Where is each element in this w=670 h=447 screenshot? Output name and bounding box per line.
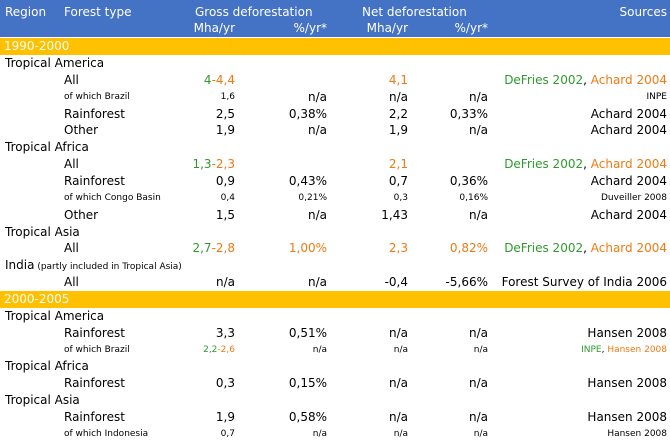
forest-type: of which Congo Basin [64, 193, 161, 203]
gross-pct: n/a [307, 208, 327, 222]
net-mha: 2,2 [388, 107, 408, 121]
gross-mha: 1,5 [215, 208, 235, 222]
source-sep: , [601, 345, 608, 355]
gross-high: 4,4 [215, 73, 235, 87]
gross-mha: 3,3 [215, 326, 235, 340]
source [504, 240, 667, 257]
gross-low: 4 [203, 73, 212, 87]
source: Achard 2004 [590, 208, 667, 222]
net-mha: 1,43 [381, 208, 408, 222]
gross-mha: 1,6 [220, 92, 235, 102]
net-mha: n/a [388, 376, 408, 390]
forest-type: All [64, 73, 79, 87]
table-row [0, 207, 670, 224]
forest-type: Rainforest [64, 376, 125, 390]
source [581, 342, 667, 359]
region-row [0, 358, 670, 375]
forest-type: All [64, 275, 79, 289]
range-dash: - [217, 345, 221, 355]
gross-low: 2,2 [203, 345, 218, 355]
table-row [0, 375, 670, 392]
gross-pct: n/a [307, 90, 327, 104]
net-mha: n/a [388, 410, 408, 424]
region-row [0, 55, 670, 72]
header-net: Net deforestation [362, 5, 467, 19]
gross-mha: 0,7 [220, 429, 235, 439]
table-row [0, 156, 670, 173]
gross-low: 1,3 [192, 157, 212, 171]
source-b: Achard 2004 [590, 241, 667, 255]
header-unit-gross-pct: %/yr* [293, 21, 327, 35]
gross-mha: 0,4 [220, 193, 235, 203]
region-note: (partly included in Tropical Asia) [34, 262, 182, 272]
region-row [0, 308, 670, 325]
source [504, 156, 667, 173]
source: Hansen 2008 [607, 429, 667, 439]
net-mha: n/a [388, 90, 408, 104]
net-pct: 0,33% [449, 107, 488, 121]
gross-pct: n/a [307, 123, 327, 137]
gross-mha: 0,3 [215, 376, 235, 390]
region-row [0, 392, 670, 409]
table-row [0, 89, 670, 106]
net-mha: -0,4 [384, 275, 408, 289]
gross-mha: 0,9 [215, 174, 235, 188]
source: INPE [646, 92, 667, 102]
period-band [0, 291, 670, 308]
header-unit-net-mha: Mha/yr [366, 21, 408, 35]
region-label: Tropical America [5, 309, 105, 323]
forest-type: Other [64, 208, 99, 222]
region-label: Tropical America [5, 56, 105, 70]
region-row [0, 257, 670, 274]
gross-mha: 1,9 [215, 410, 235, 424]
gross-mha [190, 342, 235, 359]
gross-high: 2,3 [215, 157, 235, 171]
source-sep: , [583, 73, 591, 87]
net-pct: n/a [468, 123, 488, 137]
net-mha: 1,9 [388, 123, 408, 137]
table-row [0, 122, 670, 139]
region-row [0, 139, 670, 156]
gross-mha: n/a [215, 275, 235, 289]
gross-mha [190, 240, 235, 257]
net-mha: 2,1 [388, 157, 408, 171]
header-unit-net-pct: %/yr* [454, 21, 488, 35]
forest-type: of which Brazil [64, 345, 130, 355]
net-mha: 2,3 [388, 241, 408, 255]
net-pct: 0,36% [449, 174, 488, 188]
source: Forest Survey of India 2006 [501, 275, 667, 289]
gross-pct: 1,00% [288, 241, 327, 255]
forest-type: All [64, 241, 79, 255]
gross-pct: n/a [307, 275, 327, 289]
table-row [0, 426, 670, 443]
net-mha: 0,7 [388, 174, 408, 188]
table-row [0, 409, 670, 426]
forest-type: Other [64, 123, 99, 137]
forest-type: Rainforest [64, 326, 125, 340]
table-row [0, 106, 670, 123]
forest-type: Rainforest [64, 410, 125, 424]
range-dash: - [211, 157, 216, 171]
net-mha: 4,1 [388, 73, 408, 87]
region-label: Tropical Asia [5, 225, 80, 239]
source: Hansen 2008 [587, 410, 667, 424]
source: Achard 2004 [590, 107, 667, 121]
gross-mha [190, 156, 235, 173]
source-sep: , [583, 241, 591, 255]
forest-type: Rainforest [64, 174, 125, 188]
range-dash: - [211, 73, 216, 87]
source-a: DeFries 2002 [504, 157, 584, 171]
range-dash: - [211, 241, 216, 255]
net-mha: n/a [393, 345, 408, 355]
net-pct: n/a [468, 90, 488, 104]
header-region: Region [5, 5, 47, 19]
forest-type: All [64, 157, 79, 171]
table-row [0, 173, 670, 190]
source: Achard 2004 [590, 174, 667, 188]
gross-pct: n/a [312, 429, 327, 439]
net-pct: 0,16% [459, 193, 488, 203]
source-a: DeFries 2002 [504, 73, 584, 87]
header-sources: Sources [619, 5, 667, 19]
net-pct: n/a [473, 345, 488, 355]
net-pct: n/a [468, 326, 488, 340]
net-mha: 0,3 [393, 193, 408, 203]
table-row [0, 325, 670, 342]
gross-pct: 0,15% [288, 376, 327, 390]
gross-pct: 0,38% [288, 107, 327, 121]
table-row [0, 240, 670, 257]
net-pct: n/a [473, 429, 488, 439]
header-unit-gross-mha: Mha/yr [193, 21, 235, 35]
period-label: 1990-2000 [4, 39, 70, 53]
period-label: 2000-2005 [4, 292, 70, 306]
table-row [0, 274, 670, 291]
source: Duveiller 2008 [600, 193, 667, 203]
source: Achard 2004 [590, 123, 667, 137]
region-name: India [5, 258, 35, 272]
gross-mha: 2,5 [215, 107, 235, 121]
source-a: DeFries 2002 [504, 241, 584, 255]
table-row [0, 72, 670, 89]
gross-mha: 1,9 [215, 123, 235, 137]
net-pct: n/a [468, 410, 488, 424]
gross-pct: 0,58% [288, 410, 327, 424]
net-pct: n/a [468, 376, 488, 390]
gross-high: 2,8 [215, 241, 235, 255]
period-band [0, 38, 670, 55]
net-pct: 0,82% [449, 241, 488, 255]
source-a: INPE [581, 345, 602, 355]
gross-mha [190, 72, 235, 89]
region-label: Tropical Asia [5, 393, 80, 407]
region-label: Tropical Africa [5, 140, 89, 154]
gross-high: 2,6 [220, 345, 235, 355]
table-row [0, 190, 670, 207]
gross-pct: n/a [312, 345, 327, 355]
net-mha: n/a [393, 429, 408, 439]
net-pct: n/a [468, 208, 488, 222]
gross-pct: 0,21% [298, 193, 327, 203]
forest-type: of which Brazil [64, 92, 130, 102]
gross-low: 2,7 [192, 241, 212, 255]
forest-type: of which Indonesia [64, 429, 149, 439]
source: Hansen 2008 [587, 376, 667, 390]
header-gross: Gross deforestation [195, 5, 313, 19]
gross-pct: 0,51% [288, 326, 327, 340]
source-b: Achard 2004 [590, 73, 667, 87]
region-row [0, 224, 670, 241]
header-forest-type: Forest type [64, 5, 132, 19]
source: Hansen 2008 [587, 326, 667, 340]
source [504, 72, 667, 89]
forest-type: Rainforest [64, 107, 125, 121]
source-b: Hansen 2008 [607, 345, 667, 355]
source-b: Achard 2004 [590, 157, 667, 171]
net-pct: -5,66% [445, 275, 488, 289]
table-header [0, 0, 670, 37]
table-row [0, 342, 670, 359]
gross-pct: 0,43% [288, 174, 327, 188]
net-mha: n/a [388, 326, 408, 340]
source-sep: , [583, 157, 591, 171]
region-label: Tropical Africa [5, 359, 89, 373]
